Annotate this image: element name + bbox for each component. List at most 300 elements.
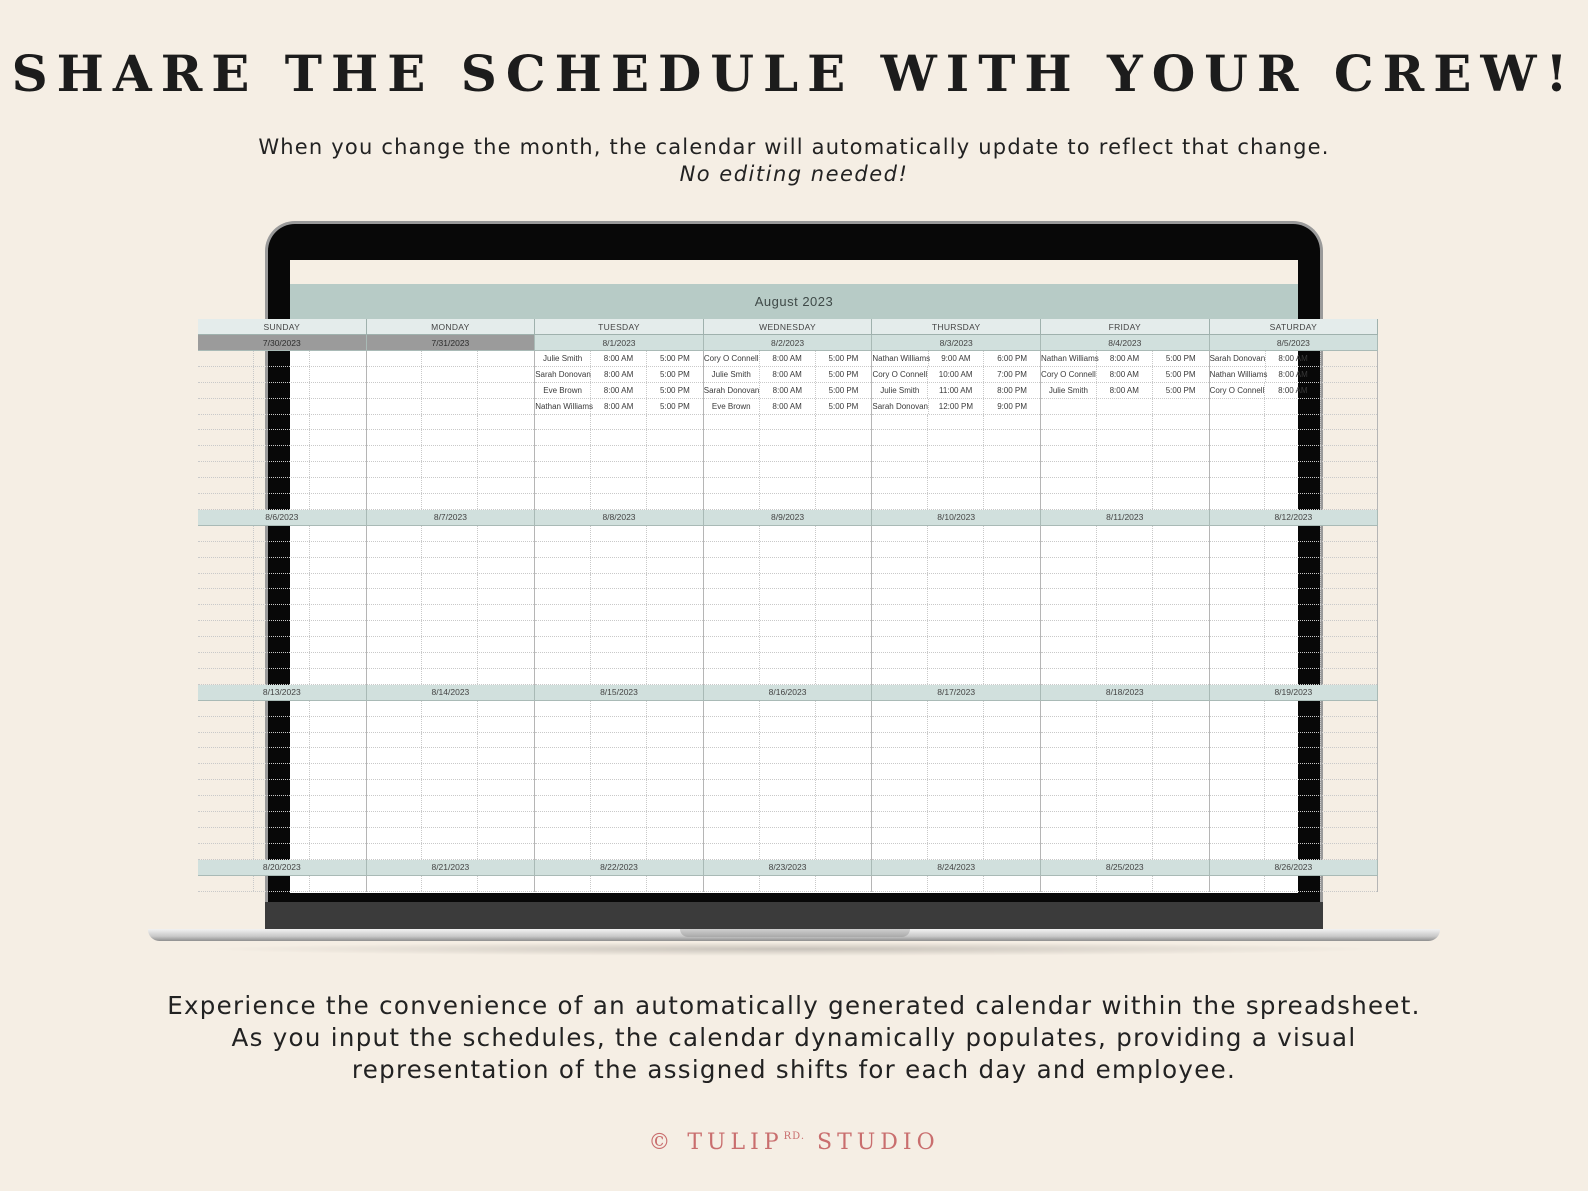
employee-name-cell[interactable] [1041, 828, 1097, 843]
start-time-cell[interactable] [928, 430, 984, 445]
date-cell[interactable]: 8/23/2023 [704, 860, 873, 876]
end-time-cell[interactable]: 5:00 PM [1165, 369, 1196, 379]
end-time-cell[interactable] [816, 446, 872, 461]
employee-name-cell[interactable] [704, 828, 760, 843]
employee-name-cell[interactable] [535, 653, 591, 668]
start-time-cell[interactable] [1265, 478, 1321, 493]
employee-name-cell[interactable] [1041, 558, 1097, 573]
employee-name-cell[interactable] [1210, 399, 1266, 414]
end-time-cell[interactable]: 5:00 PM [660, 369, 690, 379]
employee-name-cell[interactable] [1210, 558, 1266, 573]
start-time-cell[interactable] [760, 478, 816, 493]
end-time-cell[interactable] [984, 446, 1040, 461]
start-time-cell[interactable] [422, 717, 478, 732]
start-time-cell[interactable] [1265, 415, 1321, 430]
employee-name-cell[interactable]: Sarah Donovan [535, 367, 591, 382]
end-time-cell[interactable] [1321, 383, 1377, 398]
employee-name-cell[interactable] [198, 733, 254, 748]
employee-name-cell[interactable] [1210, 653, 1266, 668]
start-time-cell[interactable] [760, 430, 816, 445]
employee-name-cell[interactable] [872, 558, 928, 573]
end-time-cell[interactable] [1153, 844, 1209, 859]
end-time-cell[interactable] [647, 446, 703, 461]
start-time-cell[interactable] [1265, 669, 1321, 684]
start-time-cell[interactable] [591, 828, 647, 843]
start-time-cell[interactable] [591, 796, 647, 811]
employee-name-cell[interactable] [704, 796, 760, 811]
start-time-cell[interactable] [422, 637, 478, 652]
employee-name-cell[interactable] [704, 526, 760, 541]
end-time-cell[interactable] [647, 780, 703, 795]
start-time-cell[interactable] [422, 701, 478, 716]
date-cell[interactable]: 8/16/2023 [704, 685, 873, 701]
end-time-cell[interactable] [816, 812, 872, 827]
end-time-cell[interactable] [1153, 478, 1209, 493]
employee-name-cell[interactable] [1041, 430, 1097, 445]
employee-name-cell[interactable]: Julie Smith [535, 351, 591, 366]
date-cell[interactable]: 8/4/2023 [1041, 335, 1210, 351]
employee-name-cell[interactable]: Nathan Williams [1041, 351, 1097, 366]
employee-name-cell[interactable] [198, 844, 254, 859]
employee-name-cell[interactable] [1041, 717, 1097, 732]
end-time-cell[interactable] [478, 637, 534, 652]
end-time-cell[interactable] [1321, 605, 1377, 620]
start-time-cell[interactable] [591, 574, 647, 589]
employee-name-cell[interactable] [535, 796, 591, 811]
start-time-cell[interactable] [422, 621, 478, 636]
start-time-cell[interactable] [928, 415, 984, 430]
start-time-cell[interactable] [1265, 558, 1321, 573]
start-time-cell[interactable] [760, 828, 816, 843]
start-time-cell[interactable] [254, 796, 310, 811]
end-time-cell[interactable] [816, 526, 872, 541]
employee-name-cell[interactable] [872, 717, 928, 732]
start-time-cell[interactable] [760, 876, 816, 891]
employee-name-cell[interactable] [367, 399, 423, 414]
end-time-cell[interactable] [478, 844, 534, 859]
start-time-cell[interactable] [1097, 669, 1153, 684]
employee-name-cell[interactable] [1041, 446, 1097, 461]
employee-name-cell[interactable] [198, 796, 254, 811]
end-time-cell[interactable] [647, 462, 703, 477]
employee-name-cell[interactable] [367, 367, 423, 382]
start-time-cell[interactable]: 12:00 PM [929, 399, 985, 414]
start-time-cell[interactable] [254, 653, 310, 668]
end-time-cell[interactable] [1321, 637, 1377, 652]
end-time-cell[interactable] [1153, 780, 1209, 795]
end-time-cell[interactable] [478, 367, 534, 382]
employee-name-cell[interactable] [535, 574, 591, 589]
end-time-cell[interactable] [984, 462, 1040, 477]
start-time-cell[interactable] [760, 462, 816, 477]
start-time-cell[interactable] [591, 764, 647, 779]
employee-name-cell[interactable] [198, 526, 254, 541]
employee-name-cell[interactable] [704, 446, 760, 461]
employee-name-cell[interactable] [198, 478, 254, 493]
employee-name-cell[interactable] [198, 399, 254, 414]
employee-name-cell[interactable] [367, 780, 423, 795]
employee-name-cell[interactable] [535, 669, 591, 684]
end-time-cell[interactable] [310, 415, 366, 430]
start-time-cell[interactable] [1265, 796, 1321, 811]
date-cell[interactable]: 8/25/2023 [1041, 860, 1210, 876]
start-time-cell[interactable] [1265, 733, 1321, 748]
end-time-cell[interactable] [1321, 828, 1377, 843]
end-time-cell[interactable] [478, 415, 534, 430]
start-time-cell[interactable] [1265, 605, 1321, 620]
date-cell[interactable]: 8/24/2023 [872, 860, 1041, 876]
end-time-cell[interactable] [478, 717, 534, 732]
end-time-cell[interactable] [1153, 701, 1209, 716]
end-time-cell[interactable] [647, 637, 703, 652]
employee-name-cell[interactable] [1041, 621, 1097, 636]
employee-name-cell[interactable] [367, 430, 423, 445]
employee-name-cell[interactable]: Cory O Connell [1210, 383, 1266, 398]
employee-name-cell[interactable] [198, 637, 254, 652]
employee-name-cell[interactable] [1041, 399, 1097, 414]
start-time-cell[interactable] [1097, 446, 1153, 461]
end-time-cell[interactable] [816, 589, 872, 604]
employee-name-cell[interactable]: Nathan Williams [535, 399, 591, 414]
employee-name-cell[interactable] [704, 637, 760, 652]
end-time-cell[interactable] [1321, 367, 1377, 382]
end-time-cell[interactable] [984, 733, 1040, 748]
employee-name-cell[interactable] [872, 812, 928, 827]
end-time-cell[interactable] [816, 430, 872, 445]
employee-name-cell[interactable] [367, 526, 423, 541]
start-time-cell[interactable] [591, 669, 647, 684]
end-time-cell[interactable] [816, 637, 872, 652]
employee-name-cell[interactable] [704, 701, 760, 716]
start-time-cell[interactable] [591, 637, 647, 652]
start-time-cell[interactable] [591, 780, 647, 795]
start-time-cell[interactable] [422, 446, 478, 461]
start-time-cell[interactable] [760, 637, 816, 652]
start-time-cell[interactable] [422, 415, 478, 430]
start-time-cell[interactable] [254, 415, 310, 430]
end-time-cell[interactable] [1153, 430, 1209, 445]
end-time-cell[interactable] [816, 462, 872, 477]
start-time-cell[interactable] [1097, 399, 1153, 414]
end-time-cell[interactable] [478, 478, 534, 493]
start-time-cell[interactable] [591, 478, 647, 493]
employee-name-cell[interactable] [367, 415, 423, 430]
date-cell[interactable]: 8/9/2023 [704, 510, 873, 526]
employee-name-cell[interactable] [1041, 764, 1097, 779]
end-time-cell[interactable] [1153, 828, 1209, 843]
employee-name-cell[interactable] [872, 446, 928, 461]
end-time-cell[interactable] [1321, 733, 1377, 748]
employee-name-cell[interactable]: Sarah Donovan [704, 383, 760, 398]
employee-name-cell[interactable] [535, 764, 591, 779]
end-time-cell[interactable] [816, 669, 872, 684]
start-time-cell[interactable] [254, 494, 310, 509]
employee-name-cell[interactable] [1210, 669, 1266, 684]
employee-name-cell[interactable] [872, 876, 928, 891]
end-time-cell[interactable] [1153, 526, 1209, 541]
start-time-cell[interactable] [1097, 637, 1153, 652]
end-time-cell[interactable] [1321, 796, 1377, 811]
end-time-cell[interactable] [478, 669, 534, 684]
end-time-cell[interactable] [310, 876, 366, 891]
start-time-cell[interactable] [422, 383, 478, 398]
start-time-cell[interactable] [422, 574, 478, 589]
end-time-cell[interactable] [1153, 637, 1209, 652]
start-time-cell[interactable] [928, 876, 984, 891]
employee-name-cell[interactable] [367, 748, 423, 763]
end-time-cell[interactable] [816, 494, 872, 509]
end-time-cell[interactable]: 7:00 PM [997, 369, 1027, 379]
employee-name-cell[interactable]: Eve Brown [704, 399, 760, 414]
start-time-cell[interactable] [422, 876, 478, 891]
start-time-cell[interactable] [760, 589, 816, 604]
start-time-cell[interactable] [254, 605, 310, 620]
start-time-cell[interactable] [1097, 415, 1153, 430]
end-time-cell[interactable] [478, 542, 534, 557]
end-time-cell[interactable] [647, 733, 703, 748]
employee-name-cell[interactable] [872, 494, 928, 509]
end-time-cell[interactable] [478, 701, 534, 716]
employee-name-cell[interactable] [1041, 796, 1097, 811]
end-time-cell[interactable] [1153, 764, 1209, 779]
date-cell[interactable]: 8/6/2023 [198, 510, 367, 526]
start-time-cell[interactable] [422, 764, 478, 779]
start-time-cell[interactable]: 10:00 AM [928, 367, 984, 382]
start-time-cell[interactable] [422, 351, 478, 366]
start-time-cell[interactable] [928, 669, 984, 684]
end-time-cell[interactable] [647, 876, 703, 891]
end-time-cell[interactable] [647, 478, 703, 493]
end-time-cell[interactable] [1321, 764, 1377, 779]
end-time-cell[interactable] [1321, 574, 1377, 589]
start-time-cell[interactable] [928, 796, 984, 811]
end-time-cell[interactable] [310, 701, 366, 716]
employee-name-cell[interactable]: Julie Smith [872, 383, 928, 398]
start-time-cell[interactable] [591, 717, 647, 732]
date-cell[interactable]: 8/17/2023 [872, 685, 1041, 701]
start-time-cell[interactable] [254, 589, 310, 604]
end-time-cell[interactable] [310, 383, 366, 398]
start-time-cell[interactable] [1097, 780, 1153, 795]
start-time-cell[interactable]: 8:00 AM [760, 351, 816, 366]
end-time-cell[interactable]: 5:00 PM [660, 401, 690, 411]
employee-name-cell[interactable] [198, 351, 254, 366]
employee-name-cell[interactable] [367, 462, 423, 477]
start-time-cell[interactable] [254, 351, 310, 366]
end-time-cell[interactable] [1153, 399, 1209, 414]
start-time-cell[interactable] [254, 367, 310, 382]
start-time-cell[interactable] [422, 526, 478, 541]
employee-name-cell[interactable] [535, 558, 591, 573]
employee-name-cell[interactable] [1041, 701, 1097, 716]
employee-name-cell[interactable] [367, 669, 423, 684]
end-time-cell[interactable] [816, 764, 872, 779]
employee-name-cell[interactable] [872, 621, 928, 636]
end-time-cell[interactable] [310, 399, 366, 414]
start-time-cell[interactable] [760, 812, 816, 827]
end-time-cell[interactable] [310, 780, 366, 795]
end-time-cell[interactable] [478, 383, 534, 398]
start-time-cell[interactable] [1265, 430, 1321, 445]
employee-name-cell[interactable] [704, 462, 760, 477]
end-time-cell[interactable] [984, 558, 1040, 573]
employee-name-cell[interactable] [704, 605, 760, 620]
end-time-cell[interactable]: 5:00 PM [828, 354, 859, 363]
end-time-cell[interactable] [647, 764, 703, 779]
end-time-cell[interactable] [1153, 415, 1209, 430]
start-time-cell[interactable]: 8:00 AM [760, 367, 816, 382]
end-time-cell[interactable] [478, 796, 534, 811]
date-cell[interactable]: 8/2/2023 [704, 335, 873, 351]
end-time-cell[interactable] [478, 764, 534, 779]
employee-name-cell[interactable] [704, 415, 760, 430]
employee-name-cell[interactable]: Cory O Connell [1041, 367, 1097, 382]
start-time-cell[interactable] [254, 828, 310, 843]
start-time-cell[interactable] [1097, 526, 1153, 541]
start-time-cell[interactable] [760, 733, 816, 748]
date-cell[interactable]: 8/22/2023 [535, 860, 704, 876]
start-time-cell[interactable] [422, 828, 478, 843]
start-time-cell[interactable] [254, 764, 310, 779]
date-cell[interactable]: 8/10/2023 [872, 510, 1041, 526]
employee-name-cell[interactable] [535, 828, 591, 843]
employee-name-cell[interactable] [198, 462, 254, 477]
end-time-cell[interactable] [984, 526, 1040, 541]
end-time-cell[interactable] [1321, 399, 1377, 414]
start-time-cell[interactable] [760, 780, 816, 795]
employee-name-cell[interactable] [1210, 446, 1266, 461]
employee-name-cell[interactable] [704, 876, 760, 891]
end-time-cell[interactable] [647, 558, 703, 573]
end-time-cell[interactable] [984, 780, 1040, 795]
start-time-cell[interactable] [928, 605, 984, 620]
employee-name-cell[interactable] [1210, 844, 1266, 859]
start-time-cell[interactable] [422, 748, 478, 763]
employee-name-cell[interactable] [1041, 844, 1097, 859]
end-time-cell[interactable] [310, 574, 366, 589]
employee-name-cell[interactable] [198, 669, 254, 684]
end-time-cell[interactable] [1321, 542, 1377, 557]
employee-name-cell[interactable] [872, 764, 928, 779]
employee-name-cell[interactable] [872, 748, 928, 763]
end-time-cell[interactable] [984, 669, 1040, 684]
start-time-cell[interactable] [928, 621, 984, 636]
start-time-cell[interactable] [422, 653, 478, 668]
date-cell[interactable]: 8/11/2023 [1041, 510, 1210, 526]
employee-name-cell[interactable] [1210, 430, 1266, 445]
employee-name-cell[interactable] [535, 844, 591, 859]
end-time-cell[interactable] [310, 653, 366, 668]
employee-name-cell[interactable] [535, 494, 591, 509]
end-time-cell[interactable] [478, 430, 534, 445]
end-time-cell[interactable] [478, 621, 534, 636]
end-time-cell[interactable]: 5:00 PM [828, 401, 859, 411]
start-time-cell[interactable]: 8:00 AM [591, 399, 647, 414]
end-time-cell[interactable] [310, 558, 366, 573]
employee-name-cell[interactable] [872, 701, 928, 716]
start-time-cell[interactable] [760, 653, 816, 668]
end-time-cell[interactable] [1321, 462, 1377, 477]
start-time-cell[interactable] [928, 717, 984, 732]
employee-name-cell[interactable] [1210, 876, 1266, 891]
start-time-cell[interactable] [591, 844, 647, 859]
end-time-cell[interactable] [647, 701, 703, 716]
start-time-cell[interactable] [254, 558, 310, 573]
end-time-cell[interactable] [984, 876, 1040, 891]
end-time-cell[interactable] [984, 574, 1040, 589]
end-time-cell[interactable] [816, 701, 872, 716]
start-time-cell[interactable] [422, 780, 478, 795]
employee-name-cell[interactable] [198, 701, 254, 716]
date-cell[interactable]: 8/12/2023 [1210, 510, 1379, 526]
employee-name-cell[interactable] [1210, 796, 1266, 811]
end-time-cell[interactable] [310, 542, 366, 557]
employee-name-cell[interactable] [535, 589, 591, 604]
employee-name-cell[interactable] [704, 558, 760, 573]
start-time-cell[interactable] [254, 717, 310, 732]
start-time-cell[interactable] [1265, 748, 1321, 763]
start-time-cell[interactable] [760, 605, 816, 620]
start-time-cell[interactable] [422, 733, 478, 748]
date-cell[interactable]: 8/26/2023 [1210, 860, 1379, 876]
start-time-cell[interactable] [254, 383, 310, 398]
employee-name-cell[interactable]: Nathan Williams [1210, 367, 1266, 382]
end-time-cell[interactable]: 5:00 PM [1165, 354, 1196, 363]
end-time-cell[interactable]: 5:00 PM [659, 354, 690, 363]
end-time-cell[interactable] [1153, 796, 1209, 811]
end-time-cell[interactable] [984, 828, 1040, 843]
end-time-cell[interactable] [647, 526, 703, 541]
employee-name-cell[interactable] [1041, 812, 1097, 827]
employee-name-cell[interactable] [367, 558, 423, 573]
end-time-cell[interactable] [816, 653, 872, 668]
start-time-cell[interactable]: 9:00 AM [929, 351, 985, 366]
employee-name-cell[interactable] [367, 621, 423, 636]
start-time-cell[interactable]: 8:00 AM [1097, 367, 1153, 382]
date-cell[interactable]: 8/5/2023 [1210, 335, 1379, 351]
end-time-cell[interactable]: 5:00 PM [659, 385, 690, 395]
start-time-cell[interactable] [760, 574, 816, 589]
end-time-cell[interactable] [310, 812, 366, 827]
employee-name-cell[interactable] [1210, 733, 1266, 748]
end-time-cell[interactable] [647, 717, 703, 732]
start-time-cell[interactable] [422, 844, 478, 859]
employee-name-cell[interactable] [367, 478, 423, 493]
end-time-cell[interactable] [647, 621, 703, 636]
end-time-cell[interactable] [984, 653, 1040, 668]
employee-name-cell[interactable] [872, 478, 928, 493]
start-time-cell[interactable] [1265, 446, 1321, 461]
end-time-cell[interactable] [984, 637, 1040, 652]
start-time-cell[interactable] [591, 494, 647, 509]
employee-name-cell[interactable] [872, 415, 928, 430]
end-time-cell[interactable] [1321, 589, 1377, 604]
employee-name-cell[interactable] [1210, 494, 1266, 509]
end-time-cell[interactable] [816, 844, 872, 859]
employee-name-cell[interactable] [1041, 526, 1097, 541]
start-time-cell[interactable] [591, 733, 647, 748]
start-time-cell[interactable] [1097, 717, 1153, 732]
start-time-cell[interactable] [928, 844, 984, 859]
end-time-cell[interactable] [1321, 748, 1377, 763]
start-time-cell[interactable] [254, 637, 310, 652]
start-time-cell[interactable] [1097, 558, 1153, 573]
start-time-cell[interactable] [591, 589, 647, 604]
start-time-cell[interactable] [928, 812, 984, 827]
end-time-cell[interactable]: 8:00 PM [997, 385, 1027, 395]
end-time-cell[interactable] [310, 367, 366, 382]
end-time-cell[interactable] [310, 844, 366, 859]
